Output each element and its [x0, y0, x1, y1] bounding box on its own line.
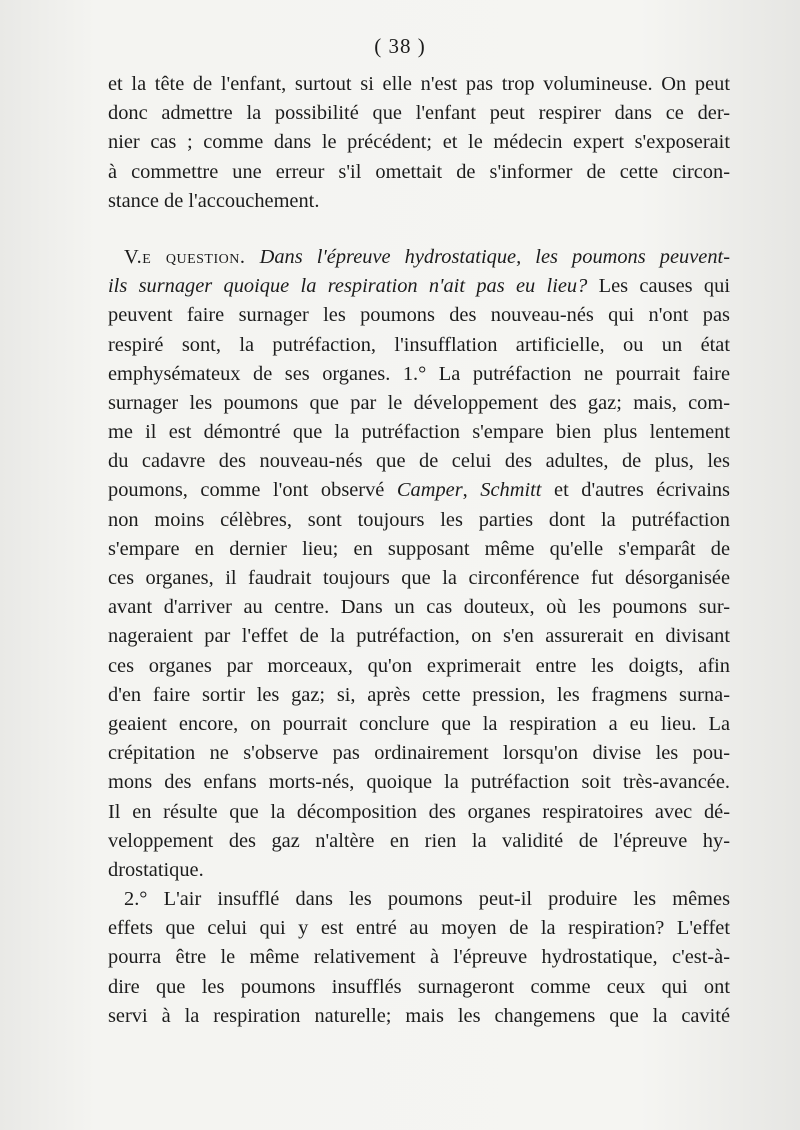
text-line: donc admettre la possibilité que l'enfant peut respirer dans ce der-: [108, 102, 730, 125]
text-line: surnager les poumons que par le développement des gaz; mais, com-: [108, 391, 730, 414]
author-schmitt: Schmitt: [480, 479, 542, 502]
text-fragment: poumons, comme l'ont observé: [108, 479, 385, 502]
question-text: Dans l'épreuve hydrostatique, les poumons peuvent-: [259, 245, 731, 268]
question-text: ils surnager quoique la respiration n'ait pas eu lieu?: [108, 275, 588, 298]
text-line: pourra être le même relativement à l'épreuve hydrostatique, c'est-à-: [108, 946, 730, 969]
text-line: crépitation ne s'observe pas ordinairement lorsqu'on divise les pou-: [108, 742, 730, 765]
text-fragment: et d'autres écrivains: [554, 479, 730, 502]
page-number: ( 38 ): [374, 34, 426, 58]
paragraph-question-5: [108, 243, 730, 885]
text-line: nier cas ; comme dans le précédent; et le médecin expert s'exposerait: [108, 131, 730, 154]
text-line: à commettre une erreur s'il omettait de s'informer de cette circon-: [108, 160, 730, 183]
text-line: stance de l'accouchement.: [108, 189, 320, 212]
text-line: emphysémateux de ses organes. 1.° La putréfaction ne pourrait faire: [108, 362, 730, 385]
text-line: servi à la respiration naturelle; mais les changemens que la cavité: [108, 1004, 730, 1027]
text-line: 2.° L'air insufflé dans les poumons peut-il produire les mêmes: [124, 888, 730, 911]
question-heading-line: [108, 243, 730, 272]
question-label: V.e question.: [124, 245, 246, 268]
question-line: [108, 272, 730, 301]
author-camper: Camper: [396, 479, 463, 502]
text-line: s'empare en dernier lieu; en supposant même qu'elle s'emparât de: [108, 537, 730, 560]
text-line: respiré sont, la putréfaction, l'insufflation artificielle, ou un état: [108, 333, 730, 356]
text-line: Il en résulte que la décomposition des organes respiratoires avec dé-: [108, 800, 730, 823]
text-line: avant d'arriver au centre. Dans un cas douteux, où les poumons sur-: [108, 596, 730, 619]
text-line: me il est démontré que la putréfaction s'empare bien plus lentement: [108, 421, 730, 444]
text-line: ces organes, il faudrait toujours que la circonférence fut désorganisée: [108, 567, 730, 589]
paragraph-3: [108, 885, 730, 1031]
body-text: [108, 70, 730, 1031]
text-line: effets que celui qui y est entré au moyen de la respiration? L'effet: [108, 917, 730, 940]
text-line: dire que les poumons insufflés surnageront comme ceux qui ont: [108, 975, 730, 998]
text-line: nageraient par l'effet de la putréfaction, on s'en assurerait en divisant: [108, 625, 730, 648]
text-line: mons des enfans morts-nés, quoique la putréfaction soit très-avancée.: [108, 771, 730, 794]
text-line: peuvent faire surnager les poumons des nouveau-nés qui n'ont pas: [108, 304, 730, 327]
text-fragment: Les causes qui: [598, 275, 730, 298]
text-line: veloppement des gaz n'altère en rien la validité de l'épreuve hy-: [108, 829, 730, 852]
paragraph-1: [108, 70, 730, 216]
text-line: d'en faire sortir les gaz; si, après cette pression, les fragmens surna-: [108, 683, 730, 706]
text-line: et la tête de l'enfant, surtout si elle n'est pas trop volumineuse. On peut: [108, 73, 730, 95]
authors-line: poumons, comme l'ont observé Camper, Schmitt et d'autres écrivains: [108, 479, 730, 502]
text-line: drostatique.: [108, 858, 204, 881]
text-line: du cadavre des nouveau-nés que de celui des adultes, de plus, les: [108, 450, 730, 473]
text-line: geaient encore, on pourrait conclure que la respiration a eu lieu. La: [108, 712, 730, 735]
text-line: ces organes par morceaux, qu'on exprimerait entre les doigts, afin: [108, 654, 730, 677]
text-line: non moins célèbres, sont toujours les parties dont la putréfaction: [108, 508, 730, 531]
